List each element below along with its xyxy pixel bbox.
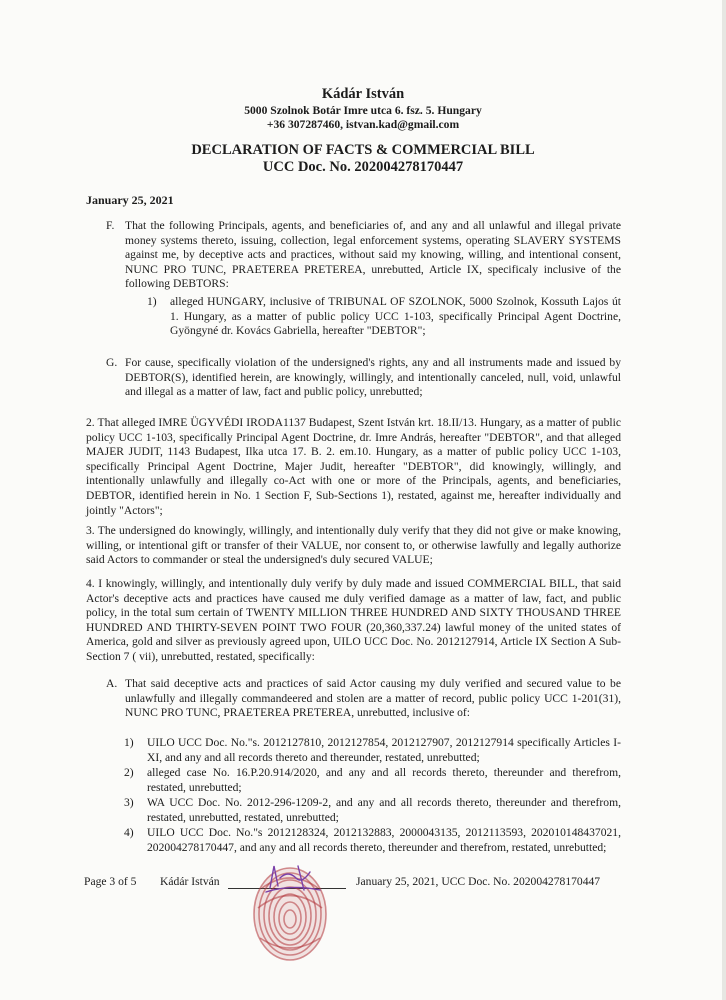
section-f-marker: F. <box>106 219 115 232</box>
section-a-marker: A. <box>106 677 118 690</box>
section-a-item-marker: 2) <box>124 766 134 779</box>
fingerprint-signature <box>240 848 340 968</box>
section-a-item-text: WA UCC Doc. No. 2012-296-1209-2, and any and all records thereto, thereunder and therefrom, restated, unrebutted, restated, unrebutted; <box>147 796 621 824</box>
document-title: DECLARATION OF FACTS & COMMERCIAL BILL <box>191 142 535 158</box>
paragraph-2: 2. That alleged IMRE ÜGYVÉDI IRODA1137 Budapest, Szent István krt. 18.II/13. Hungary, as a matter of public policy UCC 1-103, specifically Principal Agent Doctrine, dr. Imre András, hereafter "DEBTOR", and that alleged MAJER JUDIT, 1143 Budapest, Ilka utca 17. B. 2. em.10. Hungary, as a matter of public policy UCC 1-103, specifically Principal Agent Doctrine, Majer Judit, hereafter "DEBTOR", did knowingly, willingly, and intentionally unlawfully and illegally co-Act with one or more of the Principals, agents, and beneficiaries, DEBTOR, identified herein in No. 1 Section F, Sub-Sections 1), restated, against me, hereafter individually and jointly "Actors"; <box>86 416 621 517</box>
paragraph-4: 4. I knowingly, willingly, and intentionally duly verify by duly made and issued COMMERCIAL BILL, that said Actor's deceptive acts and practices have caused me duly verified damage as a matter of law, fact, and public policy, in the total sum certain of TWENTY MILLION THREE HUNDRED AND SIXTY THOUSAND THREE HUNDRED AND THIRTY-SEVEN POINT TWO FOUR (20,360,337.24) lawful money of the united states of America, gold and silver as previously agreed upon, UILO UCC Doc. No. 2012127914, Article IX Section A Sub-Section 7 ( vii), unrebutted, restated, specifically: <box>86 577 621 663</box>
section-g-text: For cause, specifically violation of the undersigned's rights, any and all instruments made and issued by DEBTOR(S), identified herein, are knowingly, willingly, and intentionally canceled, null, void, unlawful and illegal as a matter of law, fact and public policy, unrebutted; <box>125 356 621 399</box>
author-contact: +36 307287460, istvan.kad@gmail.com <box>266 118 460 131</box>
section-a-item-marker: 1) <box>124 736 134 749</box>
section-f-item-1-marker: 1) <box>147 295 157 308</box>
section-f-item-1-text: alleged HUNGARY, inclusive of TRIBUNAL OF SZOLNOK, 5000 Szolnok, Kossuth Lajos út 1. Hungary, as a matter of public policy UCC 1-103, specifically Principal Agent Doctrine, Gyöngyné dr. Kovács Gabriella, hereafter "DEBTOR"; <box>170 295 621 338</box>
section-f-text: That the following Principals, agents, and beneficiaries of, and any and all unlawful and illegal private money systems thereto, issuing, collection, legal enforcement systems, operating SLAVERY SYSTEMS against me, by deceptive acts and practices, without said my knowing, willing, and intentional consent, NUNC PRO TUNC, PRAETEREA PRETEREA, unrebutted, Article IX, specificaly inclusive of the following DEBTORS: <box>125 219 621 291</box>
footer-name: Kádár István <box>160 875 220 888</box>
author-name: Kádár István <box>321 86 405 102</box>
section-a-item-marker: 4) <box>124 826 134 839</box>
paragraph-3: 3. The undersigned do knowingly, willingly, and intentionally duly verify that they did not give or make knowing, willing, or intentional gift or transfer of their VALUE, nor consent to, or otherwise lawfully and legally authorize said Actors to commander or steal the undersigned's duly secured VALUE; <box>86 524 621 567</box>
document-number: UCC Doc. No. 202004278170447 <box>262 159 464 175</box>
author-address: 5000 Szolnok Botár Imre utca 6. fsz. 5. Hungary <box>244 104 482 117</box>
section-a-item-text: alleged case No. 16.P.20.914/2020, and any and all records thereto, thereunder and therefrom, restated, unrebutted; <box>147 766 621 794</box>
section-a-item-text: UILO UCC Doc. No."s. 2012127810, 2012127854, 2012127907, 2012127914 specifically Articles I-XI, and any and all records thereto and thereunder, restated, unrebutted; <box>147 736 621 764</box>
section-a-text: That said deceptive acts and practices of said Actor causing my duly verified and secured value to be unlawfully and illegally commandeered and stolen are a matter of record, public policy UCC 1-201(31), NUNC PRO TUNC, PRAETEREA PRETEREA, unrebutted, inclusive of: <box>125 677 621 720</box>
footer-date-doc: January 25, 2021, UCC Doc. No. 202004278170447 <box>356 875 601 888</box>
footer-page-number: Page 3 of 5 <box>84 875 137 888</box>
page-edge-shadow <box>722 0 726 1000</box>
document-date: January 25, 2021 <box>86 193 174 207</box>
section-a-item-marker: 3) <box>124 796 134 809</box>
section-g-marker: G. <box>106 356 118 369</box>
section-a-item-text: UILO UCC Doc. No."s 2012128324, 2012132883, 2000043135, 2012113593, 202010148437021, 202004278170447, and any and all records thereto, thereunder and therefrom, restated, unrebutted; <box>147 826 621 854</box>
